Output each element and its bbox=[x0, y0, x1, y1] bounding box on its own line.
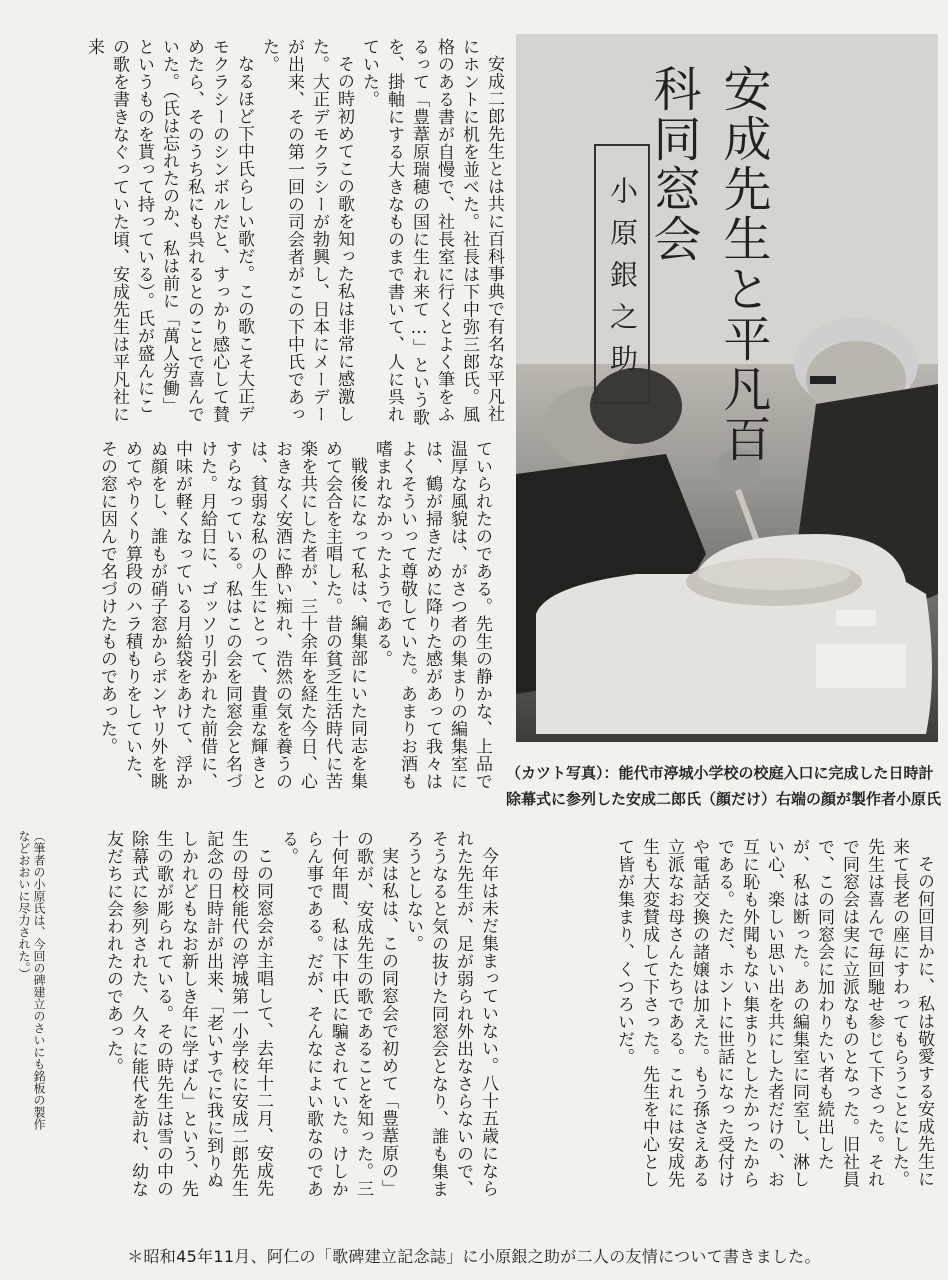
paragraph: 実は私は、この同窓会で初めて「豊葦原の」の歌が、安成先生の歌であることを知った。三十何年間、私は下中氏に騙されていた。けしからん事である。だが、そんなによい歌なのである。 bbox=[278, 830, 398, 1198]
author-footnote bbox=[6, 830, 46, 1130]
paragraph: 戦後になって私は、編集部にいた同志を集めて会合を主唱した。昔の貧乏生活時代に苦楽を共にした者が、三十余年を経た今日、心おきなく安酒に酔い痴れ、浩然の気を養うのは、貧弱な私の人生にとって、貴重な輝きとすらなっている。私はこの会を同窓会と名づけた。月給日に、ゴッソリ引かれた前借に、中味が軽くなっている月給袋をあけて、浮かぬ顔をし、誰もが硝子窓からボンヤリ外を眺めてやりくり算段のハラ積もりをしていた、その窓に因んで名づけたものであった。 bbox=[97, 440, 367, 790]
paragraph: その時初めてこの歌を知った私は非常に感激した。大正デモクラシーが勃興し、日本にメーデーが出来、その第一回の司会者がこの下中氏であった。 bbox=[259, 38, 354, 423]
article-column-b bbox=[8, 440, 494, 800]
paragraph: なるほど下中氏らしい歌だ。この歌こそ大正デモクラシーのシンボルだと、すっかり感心して賛めたら、そのうち私にも呉れるとのことで喜んでいた。（氏は忘れたのか、私は前に「萬人労働」というものを貰って持っている）。氏が盛んにこの歌を書きなぐっていた頃、安成先生は平凡社に来 bbox=[84, 38, 254, 423]
caption-line: 除幕式に参列した安成二郎氏（顔だけ）右端の顔が製作者小原氏 bbox=[506, 790, 942, 808]
paragraph: 今年は未だ集まっていない。八十五歳になられた先生が、足が弱られ外出なさらないので、そうなると気の抜けた同窓会となり、誰も集まろうとしない。 bbox=[403, 830, 498, 1198]
author-name: 小原銀之助 bbox=[594, 144, 650, 404]
photo-caption bbox=[506, 760, 942, 812]
sundial-photo bbox=[516, 34, 938, 742]
footnote-text: （筆者の小原氏は、今回の碑建立のさいにも銘板の製作などおおいに尽力された。） bbox=[17, 830, 46, 1130]
paragraph: その何回目かに、私は敬愛する安成先生に来て長老の座にすわってもらうことにした。先生は喜んで毎回馳せ参じて下さった。それで同窓会は実に立派なものとなった。旧社員で、この同窓会に加わりたい者も続出したが、私は断った。あの編集室に同室し、淋しい心、楽しい思い出を共にした者だけの、お互に恥も外聞もない集まりとしたかったからである。ただ、ホントに世話になった受付けや電話交換の諸嬢は加えた。もう孫さえある立派なお母さんたちである。これには安成先生も大変賛成して下さった。先生を中心として皆が集まり、くつろいだ。 bbox=[614, 838, 934, 1188]
bottom-note: ＊昭和45年11月、阿仁の「歌碑建立記念誌」に小原銀之助が二人の友情について書きました。 bbox=[127, 1247, 821, 1266]
paragraph: ていられたのである。先生の静かな、上品で温厚な風貌は、がさつ者の集まりの編集室には、鶴が掃きだめに降りた感があって我々はよくそういって尊敬していた。あまりお酒も嗜まれなかったようである。 bbox=[372, 440, 492, 790]
article-column-d bbox=[30, 830, 500, 1200]
article-column-c bbox=[540, 838, 936, 1198]
article-column-a bbox=[8, 38, 506, 428]
paragraph: 安成二郎先生とは共に百科事典で有名な平凡社にホントに机を並べた。社長は下中弥三郎氏。風格のある書が自慢で、社長室に行くとよく筆をふるって「豊葦原瑞穂の国に生れ来て…」という歌を、掛軸にする大きなものまで書いて、人に呉れていた。 bbox=[359, 38, 504, 426]
paragraph: この同窓会が主唱して、去年十二月、安成先生の母校能代の渟城第一小学校に安成二郎先生記念の日時計が出来、「老いすでに我に到りぬ しかれどもなお新しき年に学ばん」という、先生の歌が彫られている。その時先生は雪の中の除幕式に参列された、久々に能代を訪れ、幼な友だちに会われたのであった。 bbox=[103, 830, 273, 1198]
caption-line: （カツト写真）：能代市渟城小学校の校庭入口に完成した日時計 bbox=[506, 764, 934, 782]
article-title: 安成先生と平凡百科同窓会 bbox=[645, 64, 771, 464]
